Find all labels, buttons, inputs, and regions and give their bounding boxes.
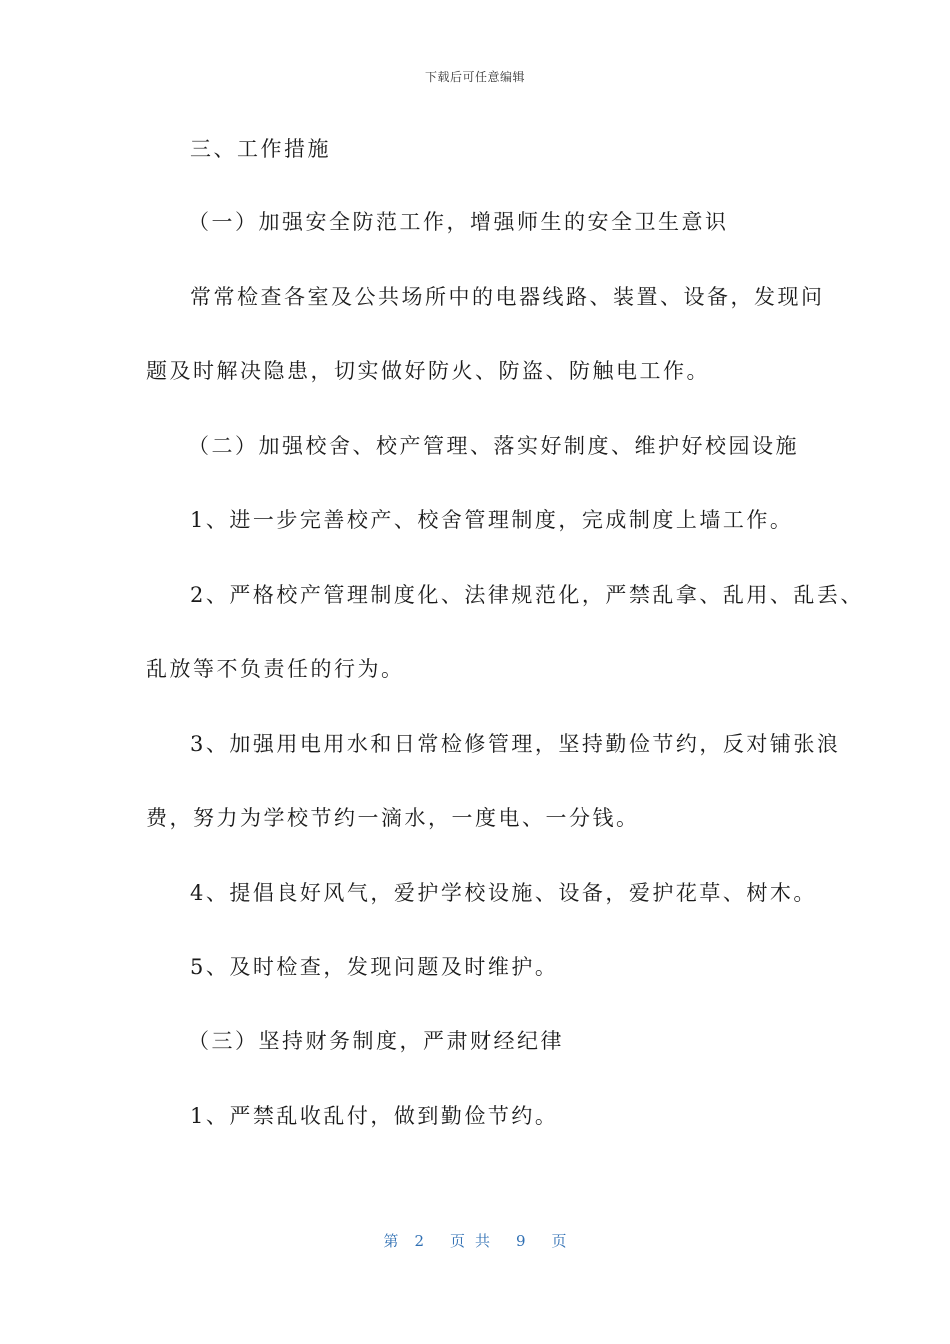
list-item-continuation: 费，努力为学校节约一滴水，一度电、一分钱。 (146, 806, 640, 830)
list-item-continuation: 乱放等不负责任的行为。 (146, 657, 405, 681)
list-item: 5、及时检查，发现问题及时维护。 (190, 955, 559, 979)
footer-prefix: 第 (383, 1232, 399, 1250)
footer-total-pages: 9 (516, 1232, 526, 1250)
subsection-heading-3: （三）坚持财务制度，严肃财经纪律 (188, 1029, 564, 1053)
subsection-heading-1: （一）加强安全防范工作，增强师生的安全卫生意识 (188, 210, 729, 234)
page-header-note: 下载后可任意编辑 (424, 70, 525, 84)
list-item: 1、严禁乱收乱付，做到勤俭节约。 (190, 1104, 559, 1128)
page-footer (0, 1230, 950, 1251)
paragraph-line: 题及时解决隐患，切实做好防火、防盗、防触电工作。 (146, 359, 710, 383)
list-item: 3、加强用电用水和日常检修管理，坚持勤俭节约，反对铺张浪 (190, 732, 841, 756)
list-item: 2、严格校产管理制度化、法律规范化，严禁乱拿、乱用、乱丢、 (190, 583, 864, 607)
section-heading: 三、工作措施 (190, 137, 331, 161)
footer-suffix: 页 (551, 1232, 567, 1250)
list-item: 4、提倡良好风气，爱护学校设施、设备，爱护花草、树木。 (190, 881, 817, 905)
footer-middle: 页共 (449, 1232, 500, 1250)
paragraph-line: 常常检查各室及公共场所中的电器线路、装置、设备，发现问 (190, 285, 825, 309)
list-item: 1、进一步完善校产、校舍管理制度，完成制度上墙工作。 (190, 508, 794, 532)
footer-current-page: 2 (414, 1232, 424, 1250)
subsection-heading-2: （二）加强校舍、校产管理、落实好制度、维护好校园设施 (188, 434, 799, 458)
